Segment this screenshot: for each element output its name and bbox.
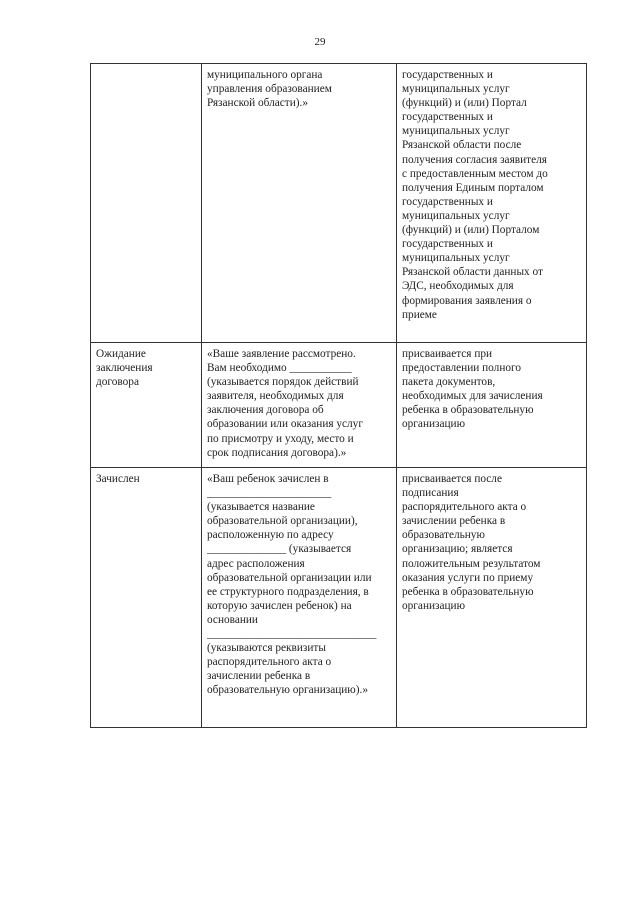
table-row xyxy=(91,64,587,343)
status-cell xyxy=(91,343,202,468)
status-cell xyxy=(91,468,202,728)
status-text: Ожидание заключения договора xyxy=(96,348,153,389)
message-text: муниципального органа управления образованием Рязанской области).» xyxy=(207,69,332,110)
comment-text: присваивается при предоставлении полного пакета документов, необходимых для зачисления ребенка в образовательную организацию xyxy=(402,348,543,431)
message-text: «Ваш ребенок зачислен в ______________________ (указывается название образовательной организации), расположенную по адресу ______________ (указывается адрес расположения образовательной организации или ее структурного подразделения, в которую зачислен ребенок) на основании ______________________________ (указываются реквизиты распорядительного акта о зачислении ребенка в образовательную организацию).» xyxy=(207,473,377,697)
page-number: 29 xyxy=(314,36,326,48)
message-cell xyxy=(202,64,397,343)
status-text: Зачислен xyxy=(96,473,140,485)
status-cell xyxy=(91,64,202,343)
comment-cell xyxy=(397,343,587,468)
comment-text: присваивается после подписания распорядительного акта о зачислении ребенка в образовательную организацию; является положительным результатом оказания услуги по приему ребенка в образовательную организацию xyxy=(402,473,541,612)
table-row xyxy=(91,468,587,728)
message-cell xyxy=(202,343,397,468)
table-row xyxy=(91,343,587,468)
comment-cell xyxy=(397,468,587,728)
comment-text: государственных и муниципальных услуг (функций) и (или) Портал государственных и муниципальных услуг Рязанской области после получения согласия заявителя с предоставленным местом до получения Единым порталом государственных и муниципальных услуг (функций) и (или) Порталом государственных и муниципальных услуг Рязанской области данных от ЭДС, необходимых для формирования заявления о приеме xyxy=(402,69,548,321)
status-table xyxy=(90,63,587,728)
message-cell xyxy=(202,468,397,728)
message-text: «Ваше заявление рассмотрено. Вам необходимо ___________ (указывается порядок действий заявителя, необходимых для заключения договора об образовании или оказания услуг по присмотру и уходу, место и срок подписания договора).» xyxy=(207,348,363,459)
comment-cell xyxy=(397,64,587,343)
